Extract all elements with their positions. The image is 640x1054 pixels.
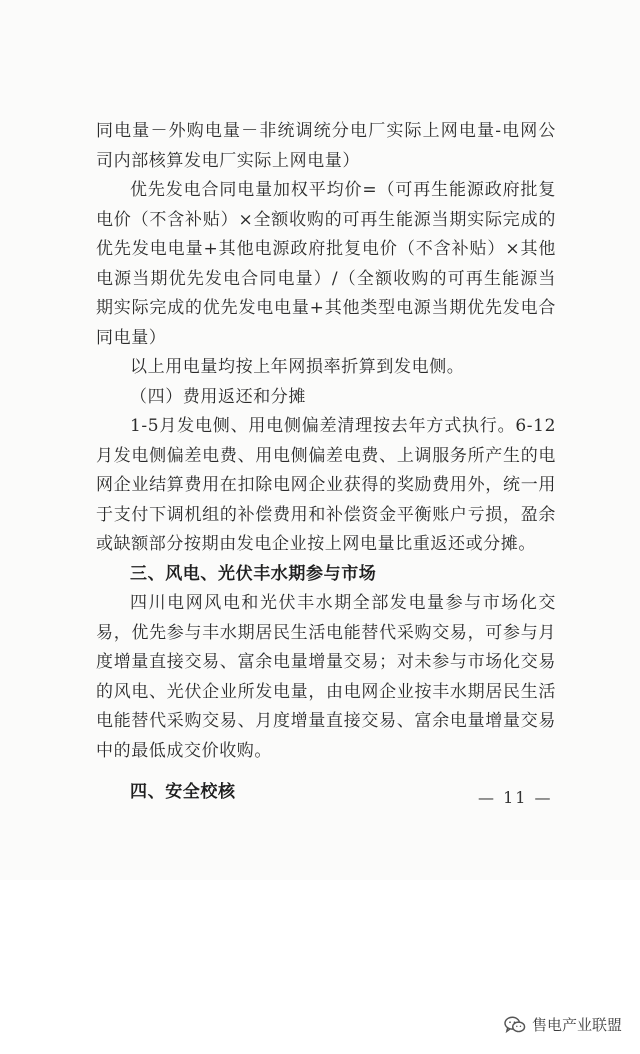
paragraph-weighted-price: 优先发电合同电量加权平均价=（可再生能源政府批复电价（不含补贴）×全额收购的可再生能源当期实际完成的优先发电电量+其他电源政府批复电价（不含补贴）×其他电源当期优先发电合同电量）/（全额收购的可再生能源当期实际完成的优先发电电量+其他类型电源当期优先发电合同电量） <box>96 180 556 348</box>
watermark <box>504 1014 622 1035</box>
paragraph-loss-rate: 以上用电量均按上年网损率折算到发电侧。 <box>130 357 465 377</box>
paragraph-fee-return: 1-5月发电侧、用电侧偏差清理按去年方式执行。6-12月发电侧偏差电费、用电侧偏差电费、上调服务所产生的电网企业结算费用在扣除电网企业获得的奖励费用外，统一用于支付下调机组的补偿费用和补偿资金平衡账户亏损，盈余或缺额部分按期由发电企业按上网电量比重返还或分摊。 <box>96 416 556 554</box>
watermark-label: 售电产业联盟 <box>531 1016 622 1034</box>
subheading-fee-return: （四）费用返还和分摊 <box>130 386 306 407</box>
page-number: — 11 — <box>478 788 553 807</box>
section-heading-security-check: 四、安全校核 <box>130 782 236 802</box>
document-body <box>96 117 556 808</box>
section-heading-wind-solar: 三、风电、光伏丰水期参与市场 <box>130 563 377 584</box>
paragraph-wind-solar: 四川电网风电和光伏丰水期全部发电量参与市场化交易，优先参与丰水期居民生活电能替代采购交易，可参与月度增量直接交易、富余电量增量交易；对未参与市场化交易的风电、光伏企业所发电量，由电网企业按丰水期居民生活电能替代采购交易、月度增量直接交易、富余电量增量交易中的最低成交价收购。 <box>96 593 556 761</box>
wechat-icon <box>504 1015 526 1035</box>
paragraph-continuation: 同电量－外购电量－非统调统分电厂实际上网电量-电网公司内部核算发电厂实际上网电量） <box>96 121 556 171</box>
